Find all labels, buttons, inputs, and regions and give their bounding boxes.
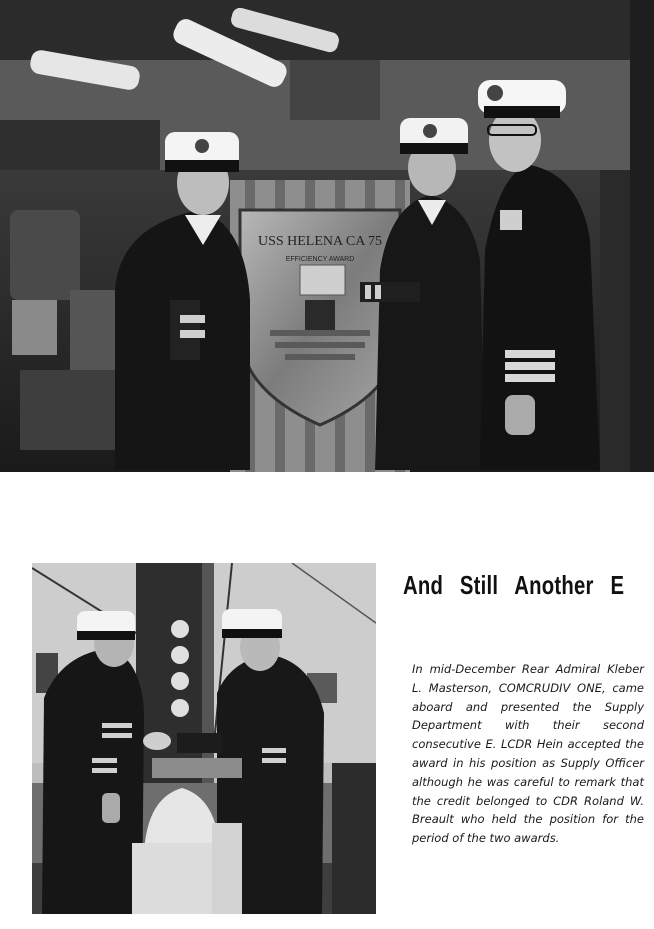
article-body: In mid-December Rear Admiral Kleber L. Masterson, COMCRUDIV ONE, came aboard and presented the Supply Department with their second consecutive E. LCDR Hein accepted the award in his position as Supply Officer although he was careful to remark that the credit belonged to CDR Roland W. Breault who held the position for the period of the two awards.: [412, 662, 644, 846]
bottom-photo-illustration: [32, 563, 376, 914]
bottom-photo-handshake: [32, 563, 376, 914]
article-headline: And Still Another E: [403, 570, 625, 600]
plaque-banner: EFFICIENCY AWARD: [285, 256, 355, 263]
plaque-title: USS HELENA CA 75: [257, 234, 383, 249]
